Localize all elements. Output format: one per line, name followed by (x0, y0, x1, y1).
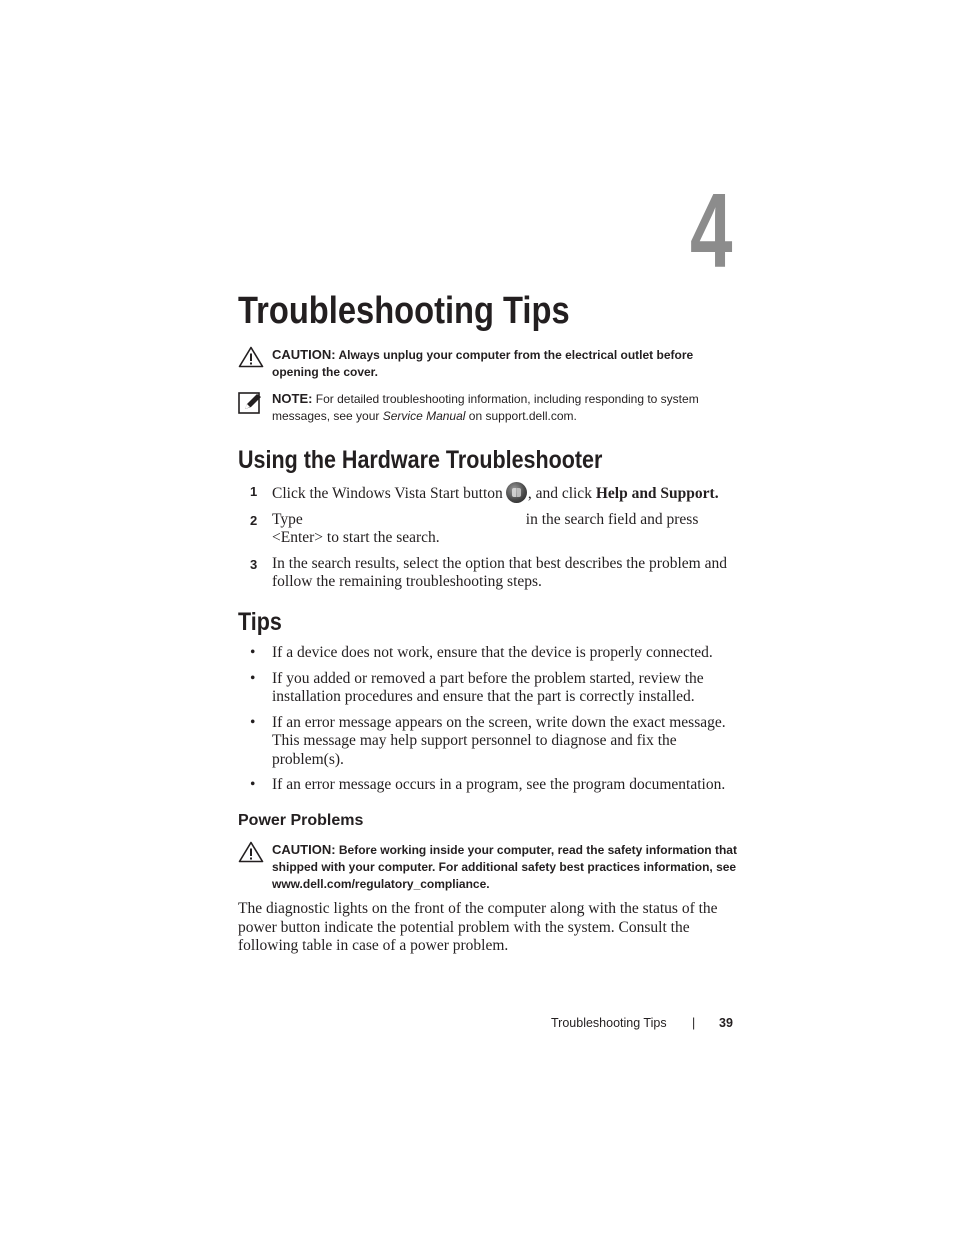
bullet: • (250, 669, 256, 687)
bullet: • (250, 776, 256, 793)
tip-text: If an error message occurs in a program, see the program documentation. (272, 776, 726, 793)
tips-heading: Tips (238, 608, 282, 636)
note-notice (238, 390, 738, 425)
note-site: support.dell.com (485, 409, 574, 423)
caution-notice (238, 346, 738, 381)
step-text: Type (272, 510, 303, 528)
step-text: Click the Windows Vista Start button (272, 485, 503, 502)
step-3 (238, 555, 738, 592)
chapter-number: 4 (690, 172, 733, 290)
step-1 (238, 482, 738, 504)
warning-triangle-icon (238, 346, 264, 368)
bullet: • (250, 644, 256, 661)
note-on: on (468, 409, 483, 423)
step-number: 2 (250, 512, 258, 528)
page-number: 39 (719, 1016, 733, 1030)
step-number: 3 (250, 556, 258, 572)
caution-notice (238, 841, 738, 893)
tip-text: If you added or removed a part before the problem started, review the installation procedures and ensure that the part is correctly installed. (272, 669, 704, 705)
step-text: , and click (527, 485, 592, 502)
caution-text: Before working inside your computer, read the safety information that shipped with your computer. For additional safety best practices information, see www.dell.com/regulatory_compliance. (272, 843, 737, 891)
caution-text: Always unplug your computer from the electrical outlet before opening the cover. (272, 348, 694, 379)
footer-separator: | (692, 1016, 696, 1030)
tip-text: If an error message appears on the screen, write down the exact message. This message may help support personnel to diagnose and fix the problem(s). (272, 713, 726, 768)
hardware-heading: Using the Hardware Troubleshooter (238, 446, 603, 474)
caution-label: CAUTION: (272, 347, 336, 362)
step-end: . (714, 485, 719, 502)
note-text: For detailed troubleshooting information, including responding to system messages, see your (272, 392, 699, 423)
step-text: in the search field and press <Enter> to start the search. (272, 510, 699, 546)
note-label: NOTE: (272, 391, 313, 406)
step-number: 1 (250, 484, 258, 499)
step-2 (238, 511, 738, 548)
power-body-paragraph: The diagnostic lights on the front of the computer along with the status of the power button indicate the potential problem with the system. Consult the following table in case of a power problem. (238, 900, 718, 954)
tip-item (238, 776, 738, 795)
note-period: . (573, 409, 577, 423)
help-support-label: Help and Support (595, 485, 715, 502)
tips-list (238, 644, 738, 802)
power-problems-heading: Power Problems (238, 812, 364, 829)
caution-label: CAUTION: (272, 842, 336, 857)
tip-item (238, 644, 738, 663)
note-pencil-icon (238, 392, 264, 414)
page-title: Troubleshooting Tips (238, 290, 570, 332)
note-manual: Service Manual (382, 409, 466, 423)
step-text: In the search results, select the option that best describes the problem and follow the remaining troubleshooting steps. (272, 554, 727, 590)
hardware-steps (238, 482, 738, 599)
tip-text: If a device does not work, ensure that the device is properly connected. (272, 644, 713, 661)
footer-section-title: Troubleshooting Tips (551, 1016, 667, 1030)
windows-start-icon (506, 482, 527, 503)
tip-item (238, 670, 738, 707)
bullet: • (250, 713, 256, 731)
warning-triangle-icon (238, 841, 264, 863)
tip-item (238, 714, 738, 770)
